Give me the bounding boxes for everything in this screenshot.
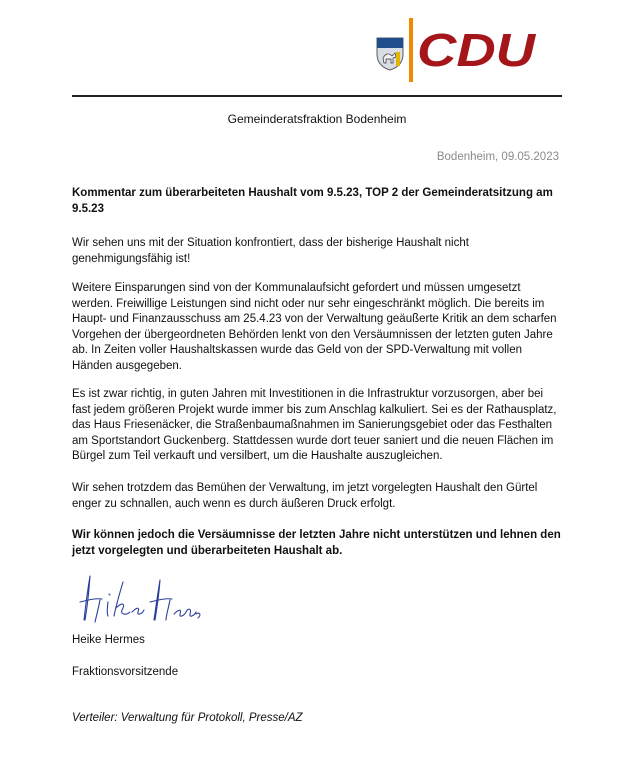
paragraph-conclusion: Wir können jedoch die Versäumnisse der letzten Jahre nicht unterstützen und lehnen den jetzt vorgelegten und überarbeiteten Haushalt ab.	[72, 529, 561, 557]
sender-organization: Gemeinderatsfraktion Bodenheim	[227, 112, 407, 126]
paragraph-3: Es ist zwar richtig, in guten Jahren mit Investitionen in die Infrastruktur vorzusorgen, aber bei fast jedem größeren Projekt wurde immer bis zum Anschlag kalkuliert. Sei es der Rathausplatz, das Haus Friesenäcker, die Straßenbaumaßnahmen im Sanierungsgebiet oder das Festhalten am Sportstandort Guckenberg. Stattdessen wurde dort teuer saniert und die neuen Flächen im Bürgel zum Teil verkauft und versilbert, um die Haushalte auszugleichen.	[72, 388, 557, 462]
signer-name: Heike Hermes	[72, 634, 145, 646]
signer-role: Fraktionsvorsitzende	[72, 666, 179, 678]
handwritten-signature	[74, 572, 204, 624]
header-divider	[72, 95, 562, 97]
svg-text:CDU: CDU	[417, 26, 537, 74]
letter-date: Bodenheim, 09.05.2023	[436, 151, 559, 163]
letterhead-logo	[372, 18, 542, 82]
paragraph-4: Wir sehen trotzdem das Bemühen der Verwaltung, im jetzt vorgelegten Haushalt den Gürtel enger zu schnallen, auch wenn es durch äußeren Druck erfolgt.	[72, 482, 538, 510]
accent-bar	[409, 18, 413, 82]
distribution-list: Verteiler: Verwaltung für Protokoll, Presse/AZ	[72, 712, 303, 724]
paragraph-1: Wir sehen uns mit der Situation konfrontiert, dass der bisherige Haushalt nicht genehmigungsfähig ist!	[72, 237, 469, 265]
paragraph-2: Weitere Einsparungen sind von der Kommunalaufsicht gefordert und müssen umgesetzt werden. Freiwillige Leistungen sind nicht oder nur sehr eingeschränkt möglich. Die bereits im Haupt- und Finanzausschuss am 25.4.23 von der Verwaltung geäußerte Kritik an dem scharfen Vorgehen der übergeordneten Behörden lenkt von den Versäumnissen der letzten guten Jahre ab. In Zeiten voller Haushaltskassen wurde das Geld von der SPD-Verwaltung mit vollen Händen ausgegeben.	[72, 282, 557, 372]
letter-title: Kommentar zum überarbeiteten Haushalt vom 9.5.23, TOP 2 der Gemeinderatsitzung am 9.5.23	[72, 187, 553, 215]
municipal-crest-icon	[375, 36, 405, 72]
cdu-logo	[417, 26, 537, 74]
